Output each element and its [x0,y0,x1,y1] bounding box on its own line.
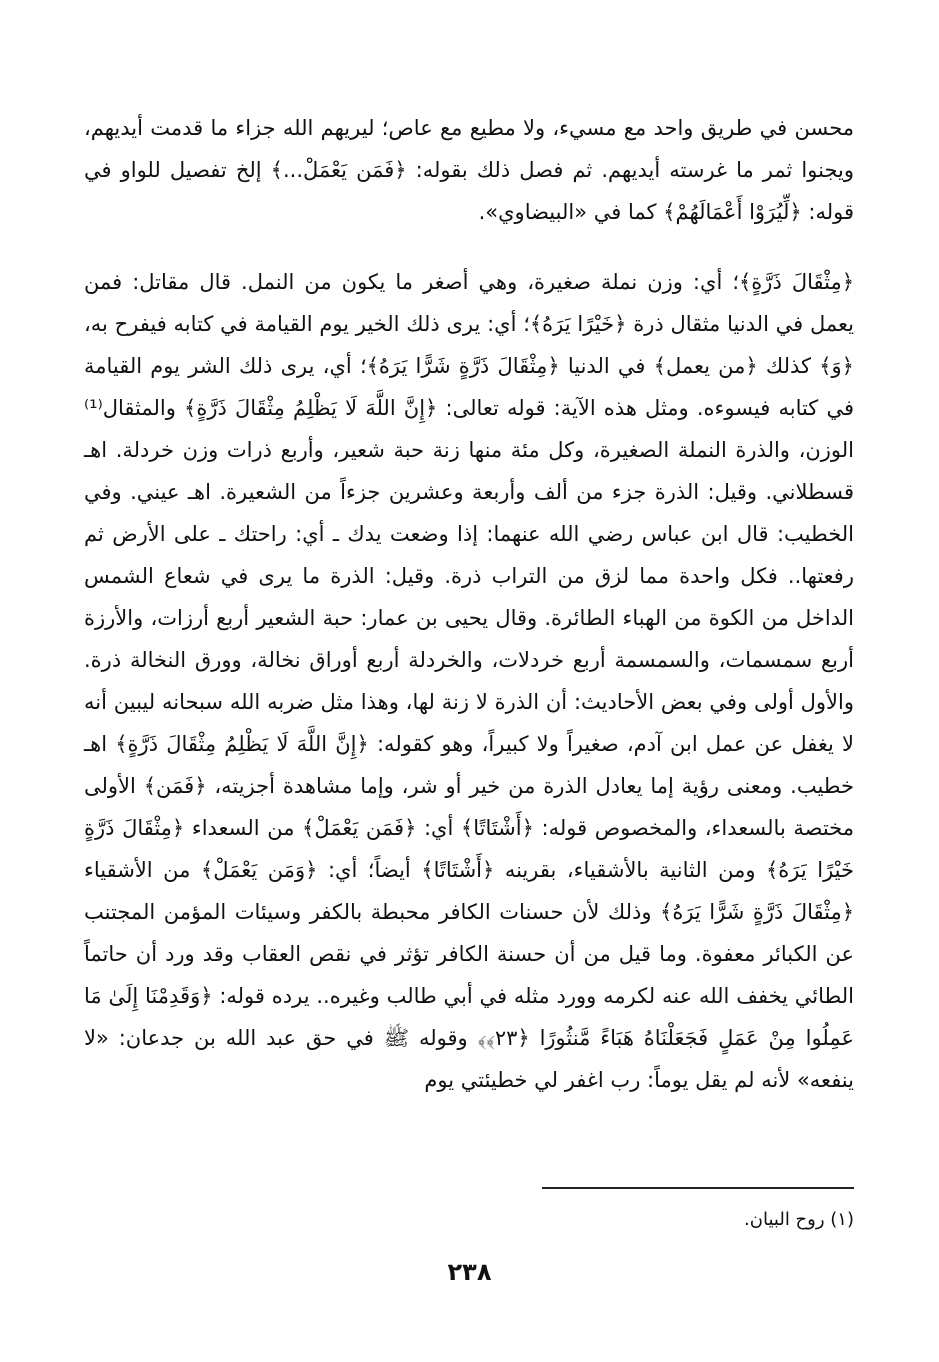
paragraph-2: ﴿مِثْقَالَ ذَرَّةٍ﴾؛ أي: وزن نملة صغيرة، وهي أصغر ما يكون من النمل. قال مقاتل: فمن يعمل في الدنيا مثقال ذرة ﴿خَيْرًا يَرَهُ﴾؛ أي: يرى ذلك الخير يوم القيامة في كتابه فيفرح به، ﴿وَ﴾ كذلك ﴿من يعمل﴾ في الدنيا ﴿مِثْقَالَ ذَرَّةٍ شَرًّا يَرَهُ﴾؛ أي، يرى ذلك الشر يوم القيامة في كتابه فيسوءه. ومثل هذه الآية: قوله تعالى: ﴿إِنَّ اللَّهَ لَا يَظْلِمُ مِثْقَالَ ذَرَّةٍ﴾ والمثقال⁽¹⁾ الوزن، والذرة النملة الصغيرة، وكل مئة منها زنة حبة شعير، وأربع ذرات وزن خردلة. اهـ قسطلاني. وقيل: الذرة جزء من ألف وأربعة وعشرين جزءاً من الشعيرة. اهـ عيني. وفي الخطيب: قال ابن عباس رضي الله عنهما: إذا وضعت يدك ـ أي: راحتك ـ على الأرض ثم رفعتها.. فكل واحدة مما لزق من التراب ذرة. وقيل: الذرة ما يرى في شعاع الشمس الداخل من الكوة من الهباء الطائرة. وقال يحيى بن عمار: حبة الشعير أربع أرزات، والأرزة أربع سمسمات، والسمسمة أربع خردلات، والخردلة أربع أوراق نخالة، وورق النخالة ذرة. والأول أولى وفي بعض الأحاديث: أن الذرة لا زنة لها، وهذا مثل ضربه الله سبحانه ليبين أنه لا يغفل عن عمل ابن آدم، صغيراً ولا كبيراً، وهو كقوله: ﴿إِنَّ اللَّهَ لَا يَظْلِمُ مِثْقَالَ ذَرَّةٍ﴾ اهـ خطيب. ومعنى رؤية إما يعادل الذرة من خير أو شر، وإما مشاهدة أجزيته، ﴿فَمَن﴾ الأولى مختصة بالسعداء، والمخصوص قوله: ﴿أَشْتَاتًا﴾ أي: ﴿فَمَن يَعْمَلْ﴾ من السعداء ﴿مِثْقَالَ ذَرَّةٍ خَيْرًا يَرَهُ﴾ ومن الثانية بالأشقياء، بقرينه ﴿أَشْتَاتًا﴾ أيضاً؛ أي: ﴿وَمَن يَعْمَلْ﴾ من الأشقياء ﴿مِثْقَالَ ذَرَّةٍ شَرًّا يَرَهُ﴾ وذلك لأن حسنات الكافر محبطة بالكفر وسيئات المؤمن المجتنب عن الكبائر معفوة. وما قيل من أن حسنة الكافر تؤثر في نقص العقاب وقد ورد أن حاتماً الطائي يخفف الله عنه لكرمه وورد مثله في أبي طالب وغيره.. يرده قوله: ﴿وَقَدِمْنَا إِلَىٰ مَا عَمِلُوا مِنْ عَمَلٍ فَجَعَلْنَاهُ هَبَاءً مَّنثُورًا ﴿٢٣﴾﴾ وقوله ﷺ في حق عبد الله بن جدعان: «لا ينفعه» لأنه لم يقل يوماً: رب اغفر لي خطيئتي يوم [84,270,854,1092]
footnote-divider [542,1187,854,1189]
page-number: ٢٣٨ [447,1258,492,1286]
paragraph-1: محسن في طريق واحد مع مسيء، ولا مطيع مع عاص؛ ليريهم الله جزاء ما قدمت أيديهم، ويجنوا ثمر ما غرسته أيديهم. ثم فصل ذلك بقوله: ﴿فَمَن يَعْمَلْ...﴾ إلخ تفصيل للواو في قوله: ﴿لِّيُرَوْا أَعْمَالَهُمْ﴾ كما في «البيضاوي». [84,116,854,224]
footnote: (١) روح البيان. [744,1209,854,1230]
